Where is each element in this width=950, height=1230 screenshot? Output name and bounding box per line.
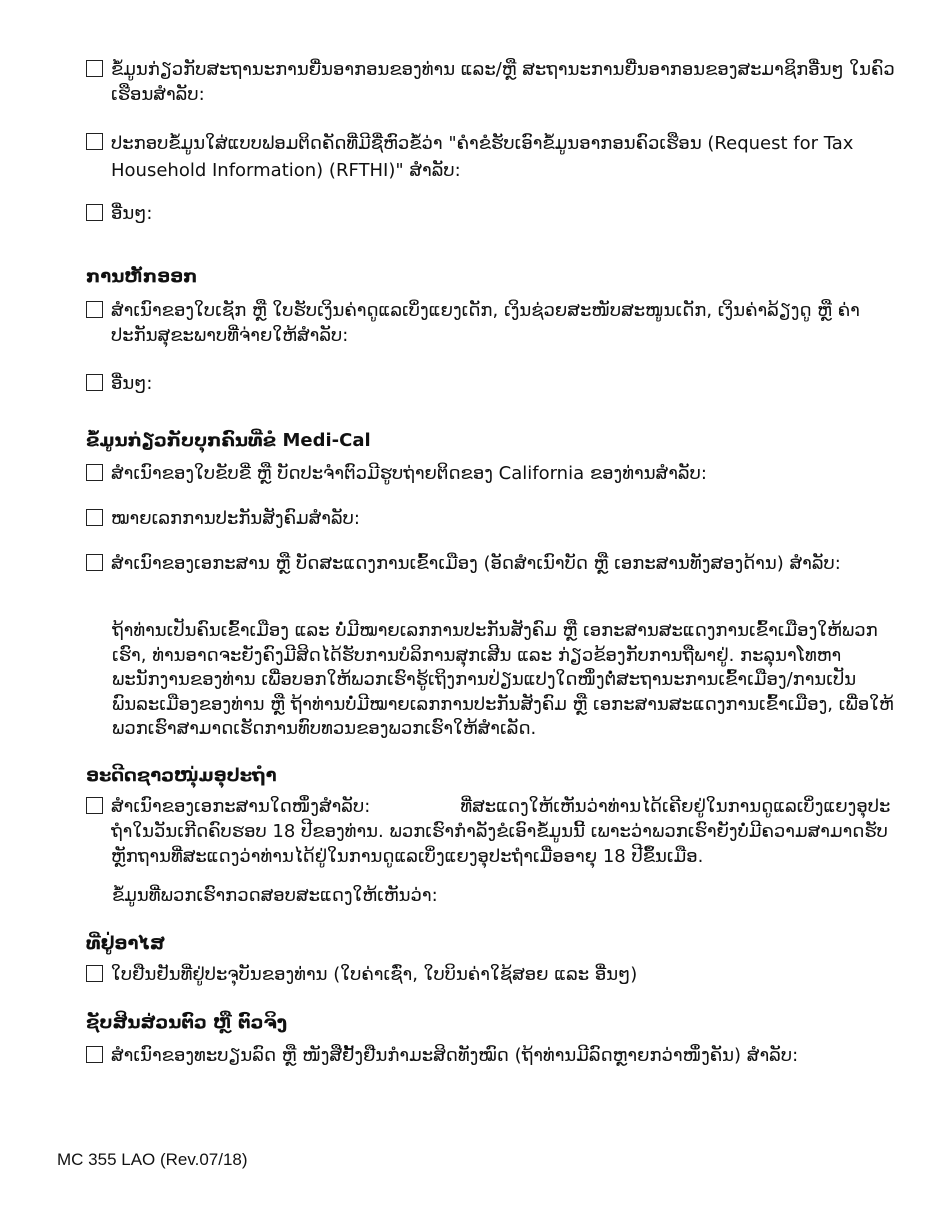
section-heading-property: ຊັບສິນສ່ວນຕົວ ຫຼື ຕົວຈິງ — [86, 1012, 288, 1033]
item-text: ທີ່ສະແດງໃຫ້ເຫັນວ່າທ່ານໄດ້ເຄີຍຢູ່ໃນການດູແລເບິ່ງແຍງອຸປະຖໍາໃນວັນເກີດຄົບຮອບ 18 ປີຂອງທ່ານ. ພວກເຮົາກໍາລັງຂໍເອົາຂໍ້ມູນນີ້ ເພາະວ່າພວກເຮົາຍັງບໍ່ມີຄວາມສາມາດຮັບຫຼັກຖານທີ່ສະແດງວ່າທ່ານໄດ້ຢູ່ໃນການດູແລເບິ່ງແຍງອຸປະຖໍາເມື່ອອາຍຸ 18 ປີຂຶ້ນເມືອ. — [111, 796, 891, 867]
item-text: ສໍາເນົາຂອງໃບເຊັກ ຫຼື ໃບຮັບເງິນຄ່າດູແລເບິ່ງແຍງເດັກ, ເງິນຊ່ວຍສະໜັບສະໜູນເດັກ, ເງິນຄ່າລ້ຽງດູ ຫຼື ຄ່າປະກັນສຸຂະພາບທີ່ຈ່າຍໃຫ້ສໍາລັບ: — [111, 300, 860, 346]
form-id-footer: MC 355 LAO (Rev.07/18) — [57, 1150, 248, 1169]
checklist-item-tax-filing-status — [86, 57, 906, 107]
section-heading-foster-youth: ອະດີດຊາວໜຸ່ມອຸປະຖໍາ — [86, 765, 277, 786]
checkbox[interactable] — [86, 509, 103, 526]
item-text: ໝາຍເລກການປະກັນສັງຄົມສໍາລັບ: — [111, 508, 360, 529]
checkbox[interactable] — [86, 1046, 103, 1063]
item-text: ອື່ນໆ: — [111, 373, 153, 394]
section-heading-residence: ທີ່ຢູ່ອາໄສ — [86, 933, 165, 954]
section-heading-deductions: ການຫັກອອກ — [86, 266, 198, 287]
checklist-item-residence-proof — [86, 962, 906, 987]
checklist-item-drivers-license — [86, 461, 906, 486]
checklist-item-other-deductions — [86, 371, 906, 396]
checkbox[interactable] — [86, 965, 103, 982]
checkbox[interactable] — [86, 797, 103, 814]
item-label: ສໍາເນົາຂອງເອກະສານໃດໜຶ່ງສໍາລັບ: — [111, 796, 371, 817]
checkbox[interactable] — [86, 60, 103, 77]
item-text: ສໍາເນົາຂອງທະບຽນລົດ ຫຼື ໜັງສືຢັ້ງຢືນກໍາມະສິດທັງໝົດ (ຖ້າທ່ານມີລົດຫຼາຍກວ່າໜຶ່ງຄັນ) ສໍາລັບ: — [111, 1045, 799, 1066]
checklist-item-foster-care-document — [86, 794, 906, 869]
immigration-note: ຖ້າທ່ານເປັນຄົນເຂົ້າເມືອງ ແລະ ບໍ່ມີໝາຍເລກການປະກັນສັງຄົມ ຫຼື ເອກະສານສະແດງການເຂົ້າເມືອງໃຫ້ພວກເຮົາ, ທ່ານອາດຈະຍັງຄົງມີສິດໄດ້ຮັບການບໍລິການສຸກເສີນ ແລະ ກ່ຽວຂ້ອງກັບການຖືພາຢູ່. ກະລຸນາໂທຫາພະນັກງານຂອງທ່ານ ເພື່ອບອກໃຫ້ພວກເຮົາຮູ້ເຖິງການປ່ຽນແປງໃດໜຶ່ງຕໍ່ສະຖານະການເຂົ້າເມືອງ/ການເປັນພົນລະເມືອງຂອງທ່ານ ຫຼື ຖ້າທ່ານບໍ່ມີໝາຍເລກການປະກັນສັງຄົມ ຫຼື ເອກະສານສະແດງການເຂົ້າເມືອງ, ເພື່ອໃຫ້ພວກເຮົາສາມາດເຮັດການທົບທວນຂອງພວກເຮົາໃຫ້ສໍາເລັດ. — [112, 620, 894, 739]
checklist-item-other — [86, 201, 906, 226]
checkbox[interactable] — [86, 464, 103, 481]
checkbox[interactable] — [86, 133, 103, 150]
checklist-item-ssn — [86, 506, 906, 531]
section-heading-person-info: ຂໍ້ມູນກ່ຽວກັບບຸກຄົນທີ່ຂໍ Medi-Cal — [86, 430, 371, 451]
checkbox[interactable] — [86, 301, 103, 318]
item-text: ສໍາເນົາຂອງໃບຂັບຂີ່ ຫຼື ບັດປະຈໍາຕົວມີຮູບຖ່າຍຕິດຂອງ California ຂອງທ່ານສໍາລັບ: — [111, 463, 707, 484]
checkbox[interactable] — [86, 374, 103, 391]
checklist-item-rfthi — [86, 130, 906, 184]
checklist-item-immigration-document — [86, 551, 906, 576]
item-text: ຂໍ້ມູນກ່ຽວກັບສະຖານະການຍື່ນອາກອນຂອງທ່ານ ແລະ/ຫຼື ສະຖານະການຍື່ນອາກອນຂອງສະມາຊິກອື່ນໆ ໃນຄົວເຮືອນສໍາລັບ: — [111, 59, 895, 105]
item-text: ປະກອບຂໍ້ມູນໃສ່ແບບຟອມຕິດຄັດທີ່ມີຊື່ຫົວຂໍ້ວ່າ "ຄໍາຂໍຮັບເອົາຂໍ້ມູນອາກອນຄົວເຮືອນ (Request for Tax Household Information) (RFTHI)" ສໍາລັບ: — [111, 133, 854, 181]
checklist-item-childcare-receipts — [86, 298, 906, 348]
verified-info-label: ຂໍ້ມູນທີ່ພວກເຮົາກວດສອບສະແດງໃຫ້ເຫັນວ່າ: — [112, 885, 438, 906]
item-text: ອື່ນໆ: — [111, 203, 153, 224]
item-text: ໃບຢືນຢັນທີ່ຢູ່ປະຈຸບັນຂອງທ່ານ (ໃບຄ່າເຊົ່າ, ໃບບິນຄ່າໃຊ້ສອຍ ແລະ ອື່ນໆ) — [111, 964, 638, 985]
item-text: ສໍາເນົາຂອງເອກະສານ ຫຼື ບັດສະແດງການເຂົ້າເມືອງ (ອັດສໍາເນົາບັດ ຫຼື ເອກະສານທັງສອງດ້ານ) ສໍາລັບ: — [111, 553, 841, 574]
checkbox[interactable] — [86, 204, 103, 221]
checkbox[interactable] — [86, 554, 103, 571]
checklist-item-vehicle-registration — [86, 1043, 906, 1068]
